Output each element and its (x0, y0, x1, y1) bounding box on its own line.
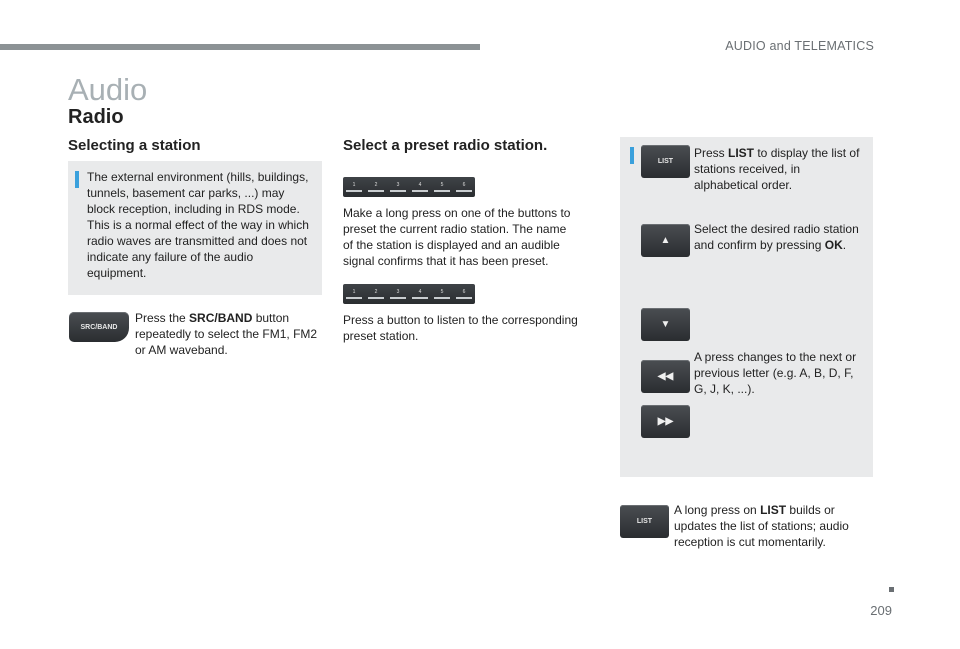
preset-buttons-strip-2[interactable] (343, 284, 475, 304)
select-station-text: Select the desired radio station and confirm by pressing OK. (694, 222, 859, 252)
info-icon (75, 171, 79, 188)
preset-button-3[interactable]: 3 (389, 182, 407, 192)
preset-button-6[interactable]: 6 (455, 289, 473, 299)
heading-preset-station: Select a preset radio station. (343, 137, 548, 154)
list-info-box (620, 137, 873, 477)
info-box (68, 161, 322, 295)
header-bar (0, 44, 480, 50)
preset-button-2[interactable]: 2 (367, 182, 385, 192)
preset-button-4[interactable]: 4 (411, 289, 429, 299)
preset-buttons-strip-1[interactable] (343, 177, 475, 197)
list-button[interactable]: LIST (641, 145, 690, 178)
page-subtitle: Radio (68, 106, 124, 128)
next-letter-button[interactable]: ▶▶ (641, 405, 690, 438)
preset-button-3[interactable]: 3 (389, 289, 407, 299)
heading-selecting-station: Selecting a station (68, 137, 201, 154)
page-title: Audio (68, 72, 148, 107)
info-text: The external environment (hills, buildings, tunnels, basement car parks, ...) may block reception, including in RDS mode. This is a normal effect of the way in which radio waves are transmitted and does not indicate any failure of the audio equipment. (87, 170, 309, 280)
section-label: AUDIO and TELEMATICS (725, 39, 874, 53)
src-band-button[interactable]: SRC/BAND (69, 312, 129, 342)
down-arrow-button[interactable]: ▼ (641, 308, 690, 341)
up-arrow-button[interactable]: ▲ (641, 224, 690, 257)
info-icon (630, 147, 634, 164)
list-button-long-press[interactable]: LIST (620, 505, 669, 538)
continuation-marker (889, 587, 894, 592)
preset-button-1[interactable]: 1 (345, 289, 363, 299)
src-band-text: Press the SRC/BAND button repeatedly to select the FM1, FM2 or AM waveband. (135, 311, 318, 357)
preset-button-4[interactable]: 4 (411, 182, 429, 192)
previous-letter-button[interactable]: ◀◀ (641, 360, 690, 393)
preset-button-5[interactable]: 5 (433, 289, 451, 299)
preset-long-press-text: Make a long press on one of the buttons to preset the current radio station. The name of the station is displayed and an audible signal confirms that it has been preset. (343, 206, 571, 268)
list-long-press-text: A long press on LIST builds or updates the list of stations; audio reception is cut momentarily. (674, 503, 849, 549)
preset-press-text: Press a button to listen to the corresponding preset station. (343, 313, 578, 343)
list-text: Press LIST to display the list of stations received, in alphabetical order. (694, 146, 860, 192)
preset-button-1[interactable]: 1 (345, 182, 363, 192)
preset-button-5[interactable]: 5 (433, 182, 451, 192)
preset-button-2[interactable]: 2 (367, 289, 385, 299)
preset-button-6[interactable]: 6 (455, 182, 473, 192)
page-number: 209 (870, 603, 892, 618)
letter-change-text: A press changes to the next or previous letter (e.g. A, B, D, F, G, J, K, ...). (694, 350, 857, 396)
